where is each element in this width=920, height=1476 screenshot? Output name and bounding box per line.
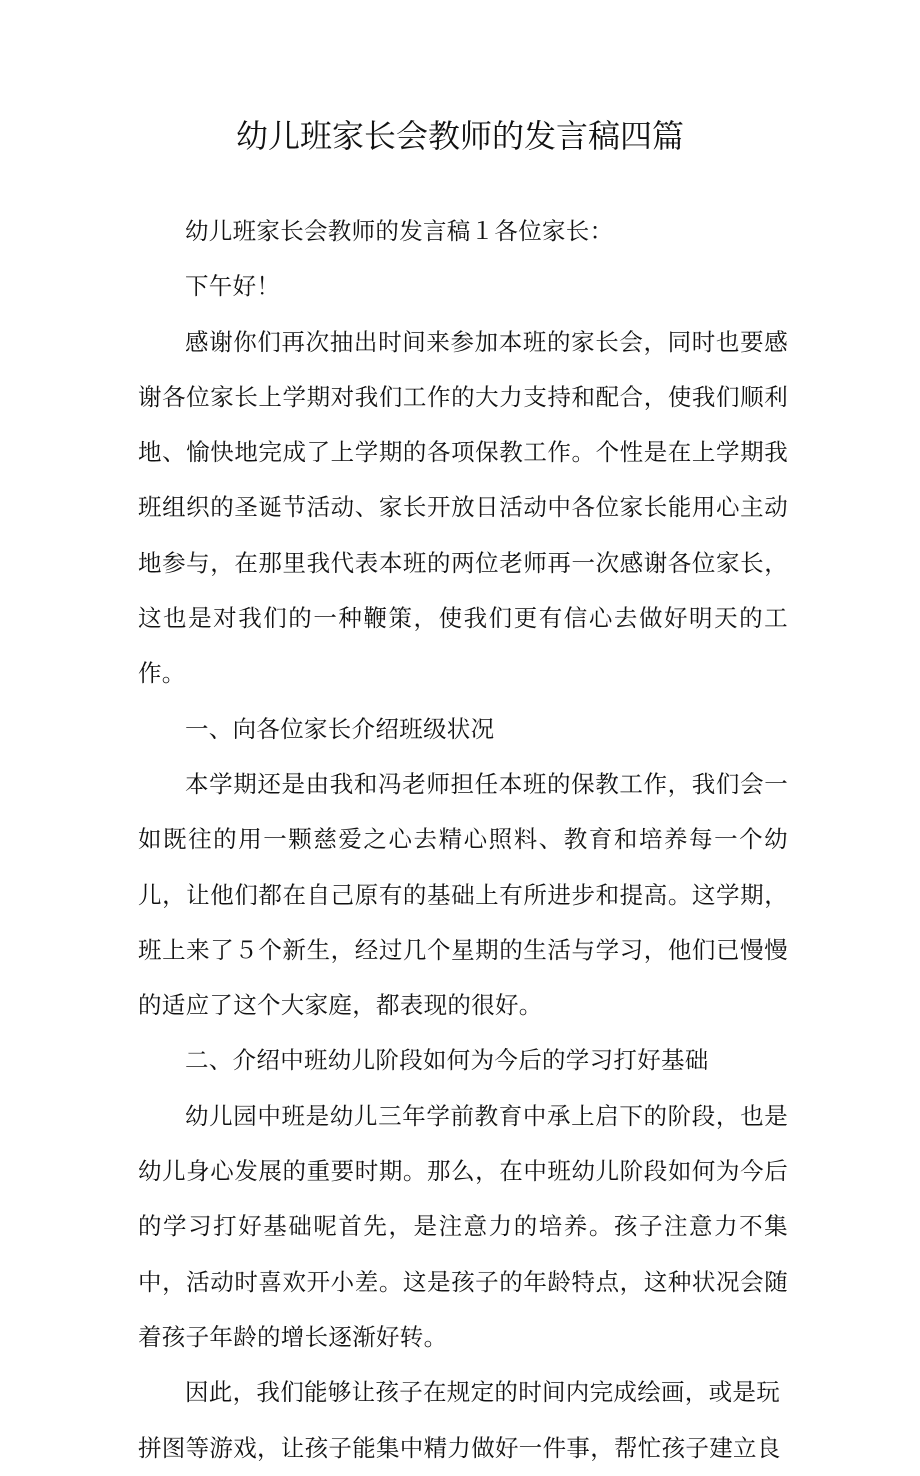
document-body bbox=[138, 204, 788, 1476]
paragraph-greeting: 下午好！ bbox=[185, 272, 281, 301]
section-heading-class-status: 一、向各位家长介绍班级状况 bbox=[185, 714, 495, 743]
section-heading-learning-foundation: 二、介绍中班幼儿阶段如何为今后的学习打好基础 bbox=[185, 1046, 709, 1075]
paragraph-thanks: 感谢你们再次抽出时间来参加本班的家长会，同时也要感谢各位家长上学期对我们工作的大力支持和配合，使我们顺利地、愉快地完成了上学期的各项保教工作。个性是在上学期我班组织的圣诞节活动、家长开放日活动中各位家长能用心主动地参与，在那里我代表本班的两位老师再一次感谢各位家长，这也是对我们的一种鞭策，使我们更有信心去做好明天的工作。 bbox=[138, 327, 788, 688]
paragraph-class-status: 本学期还是由我和冯老师担任本班的保教工作，我们会一如既往的用一颗慈爱之心去精心照料、教育和培养每一个幼儿，让他们都在自己原有的基础上有所进步和提高。这学期，班上来了５个新生，经过几个星期的生活与学习，他们已慢慢的适应了这个大家庭，都表现的很好。 bbox=[138, 769, 788, 1020]
paragraph-greeting-heading: 幼儿班家长会教师的发言稿１各位家长： bbox=[185, 217, 614, 245]
paragraph-learning-foundation: 幼儿园中班是幼儿三年学前教育中承上启下的阶段，也是幼儿身心发展的重要时期。那么，在中班幼儿阶段如何为今后的学习打好基础呢首先，是注意力的培养。孩子注意力不集中，活动时喜欢开小差。这是孩子的年龄特点，这种状况会随着孩子年龄的增长逐渐好转。 bbox=[138, 1101, 788, 1351]
document-title: 幼儿班家长会教师的发言稿四篇 bbox=[235, 117, 684, 155]
paragraph-attention-training: 因此，我们能够让孩子在规定的时间内完成绘画，或是玩拼图等游戏，让孩子能集中精力做好一件事，帮忙孩子建立良 bbox=[138, 1378, 781, 1462]
